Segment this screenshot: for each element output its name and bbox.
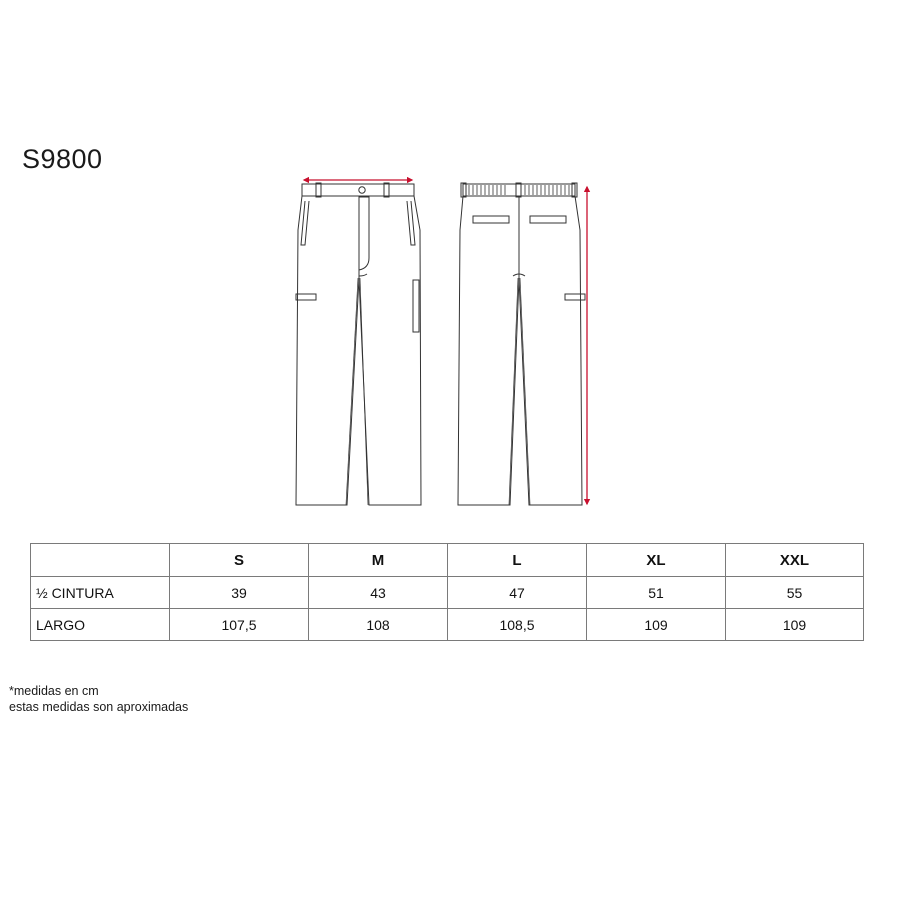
table-cell: 108,5 (448, 609, 587, 641)
table-cell: 43 (309, 577, 448, 609)
table-cell: 109 (726, 609, 864, 641)
table-row (31, 609, 864, 641)
model-code: S9800 (22, 144, 103, 174)
table-cell: 51 (587, 577, 726, 609)
table-row (31, 577, 864, 609)
back-trousers-drawing (458, 183, 585, 505)
table-cell: 107,5 (170, 609, 309, 641)
measurement-notes (9, 683, 188, 715)
size-header-s: S (170, 544, 309, 577)
trousers-technical-drawing (285, 170, 615, 515)
table-cell: 39 (170, 577, 309, 609)
table-corner-cell (31, 544, 170, 577)
row-label-half-waist: ½ CINTURA (31, 577, 170, 609)
table-cell: 55 (726, 577, 864, 609)
size-header-m: M (309, 544, 448, 577)
size-header-xl: XL (587, 544, 726, 577)
size-header-l: L (448, 544, 587, 577)
table-cell: 109 (587, 609, 726, 641)
note-units: *medidas en cm (9, 684, 99, 698)
size-table (30, 543, 864, 641)
front-trousers-drawing (296, 183, 421, 505)
note-approximate: estas medidas son aproximadas (9, 700, 189, 714)
size-header-row (31, 544, 864, 577)
size-header-xxl: XXL (726, 544, 864, 577)
table-cell: 47 (448, 577, 587, 609)
table-cell: 108 (309, 609, 448, 641)
row-label-length: LARGO (31, 609, 170, 641)
